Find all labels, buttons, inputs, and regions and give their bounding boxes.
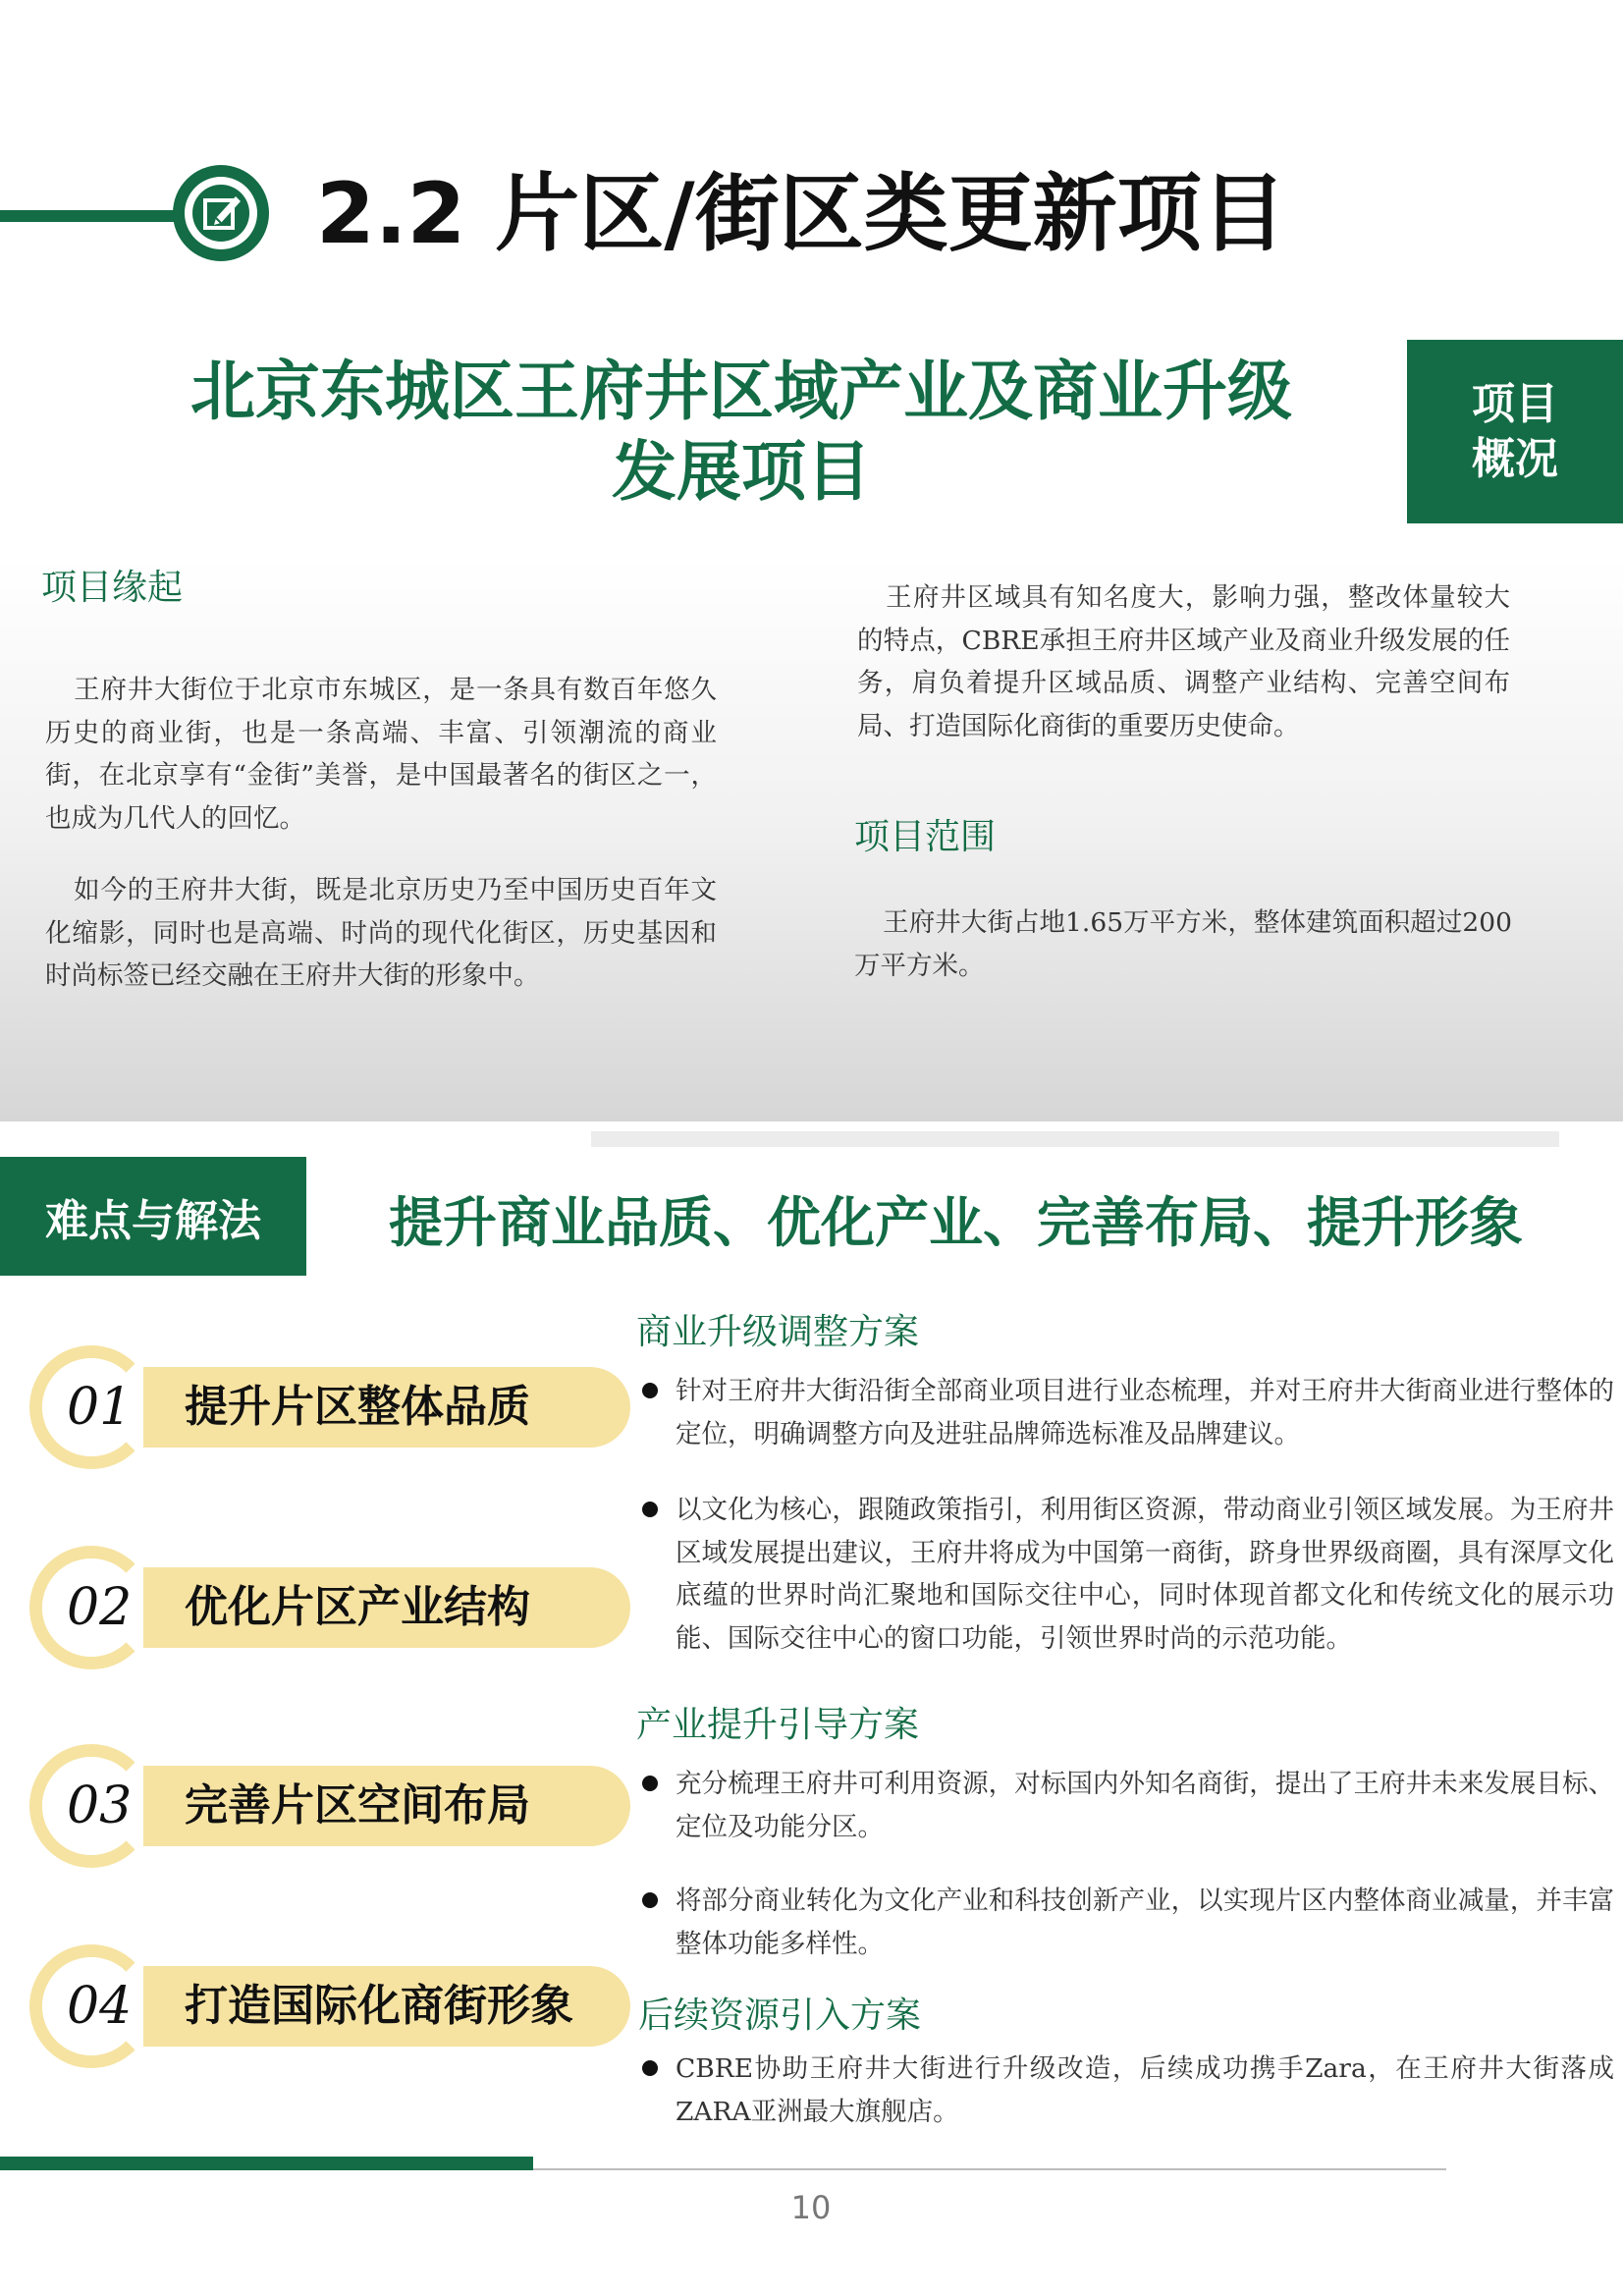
bullet-dot-icon bbox=[642, 2060, 658, 2076]
plan-bullet bbox=[642, 1489, 1614, 1660]
footer-accent-bar bbox=[0, 2157, 533, 2170]
plan-bullet bbox=[642, 1370, 1614, 1455]
origin-text bbox=[45, 669, 717, 998]
plan-heading-commercial: 商业升级调整方案 bbox=[636, 1312, 920, 1352]
bullet-dot-icon bbox=[642, 1383, 658, 1398]
difficulty-badge-label: 难点与解法 bbox=[45, 1195, 261, 1246]
plan-bullet-text: 以文化为核心，跟随政策指引，利用街区资源，带动商业引领区域发展。为王府井区域发展提出建议，王府井将成为中国第一商街，跻身世界级商圈，具有深厚文化底蕴的世界时尚汇聚地和国际交往中心，同时体现首都文化和传统文化的展示功能、国际交往中心的窗口功能，引领世界时尚的示范功能。 bbox=[676, 1495, 1614, 1654]
page-title: 2.2 片区/街区类更新项目 bbox=[316, 165, 1286, 263]
goal-item-2 bbox=[29, 1546, 609, 1673]
header-accent-line bbox=[0, 210, 187, 222]
scope-paragraph: 王府井大街占地1.65万平方米，整体建筑面积超过200万平方米。 bbox=[854, 907, 1512, 981]
origin-paragraph-1: 王府井大街位于北京市东城区，是一条具有数百年悠久历史的商业街，也是一条高端、丰富、引领潮流的商业街，在北京享有“金街”美誉，是中国最著名的街区之一，也成为几代人的回忆。 bbox=[45, 675, 717, 834]
goal-number: 01 bbox=[67, 1378, 133, 1437]
plan-bullet-text: 充分梳理王府井可利用资源，对标国内外知名商街，提出了王府井未来发展目标、定位及功能分区。 bbox=[676, 1769, 1614, 1842]
plan-bullet bbox=[642, 1763, 1614, 1848]
goal-label: 优化片区产业结构 bbox=[185, 1582, 530, 1632]
bullet-dot-icon bbox=[642, 1892, 658, 1908]
edit-document-icon bbox=[173, 165, 269, 261]
overview-badge bbox=[1407, 340, 1623, 523]
plan-bullet bbox=[642, 1880, 1614, 1965]
overview-right-paragraph: 王府井区域具有知名度大，影响力强，整改体量较大的特点，CBRE承担王府井区域产业及商业升级发展的任务，肩负着提升区域品质、调整产业结构、完善空间布局、打造国际化商街的重要历史使命。 bbox=[857, 582, 1510, 741]
page-number: 10 bbox=[790, 2189, 832, 2226]
overview-badge-label: 项目概况 bbox=[1472, 378, 1558, 484]
plan-heading-resources: 后续资源引入方案 bbox=[638, 1995, 922, 2036]
plan-heading-industry: 产业提升引导方案 bbox=[636, 1705, 920, 1745]
plan-bullet bbox=[642, 2048, 1614, 2133]
origin-paragraph-2: 如今的王府井大街，既是北京历史乃至中国历史百年文化缩影，同时也是高端、时尚的现代化街区，历史基因和时尚标签已经交融在王府井大街的形象中。 bbox=[45, 875, 717, 991]
goal-item-4 bbox=[29, 1944, 609, 2072]
slogan: 提升商业品质、优化产业、完善布局、提升形象 bbox=[389, 1191, 1524, 1254]
project-title: 北京东城区王府井区域产业及商业升级发展项目 bbox=[190, 354, 1292, 510]
goal-label: 提升片区整体品质 bbox=[185, 1382, 530, 1432]
goal-label: 完善片区空间布局 bbox=[185, 1780, 530, 1831]
goal-item-1 bbox=[29, 1345, 609, 1473]
bullet-dot-icon bbox=[642, 1502, 658, 1517]
footer-rule bbox=[533, 2168, 1446, 2170]
section-divider-bar bbox=[591, 1131, 1559, 1147]
plan-bullet-text: CBRE协助王府井大街进行升级改造，后续成功携手Zara，在王府井大街落成ZARA亚洲最大旗舰店。 bbox=[676, 2053, 1614, 2127]
goal-item-3 bbox=[29, 1744, 609, 1872]
overview-right-text bbox=[857, 576, 1510, 747]
goal-number: 02 bbox=[67, 1578, 133, 1637]
plan-bullet-text: 将部分商业转化为文化产业和科技创新产业，以实现片区内整体商业减量，并丰富整体功能多样性。 bbox=[676, 1886, 1614, 1959]
goal-number: 04 bbox=[67, 1977, 133, 2036]
difficulty-badge bbox=[0, 1157, 306, 1276]
bullet-dot-icon bbox=[642, 1776, 658, 1791]
goal-number: 03 bbox=[67, 1777, 133, 1835]
origin-heading: 项目缘起 bbox=[41, 568, 184, 608]
goal-label: 打造国际化商街形象 bbox=[185, 1981, 573, 2031]
scope-heading: 项目范围 bbox=[854, 817, 997, 857]
scope-text bbox=[854, 902, 1512, 987]
plan-bullet-text: 针对王府井大街沿街全部商业项目进行业态梳理，并对王府井大街商业进行整体的定位，明确调整方向及进驻品牌筛选标准及品牌建议。 bbox=[676, 1376, 1614, 1449]
